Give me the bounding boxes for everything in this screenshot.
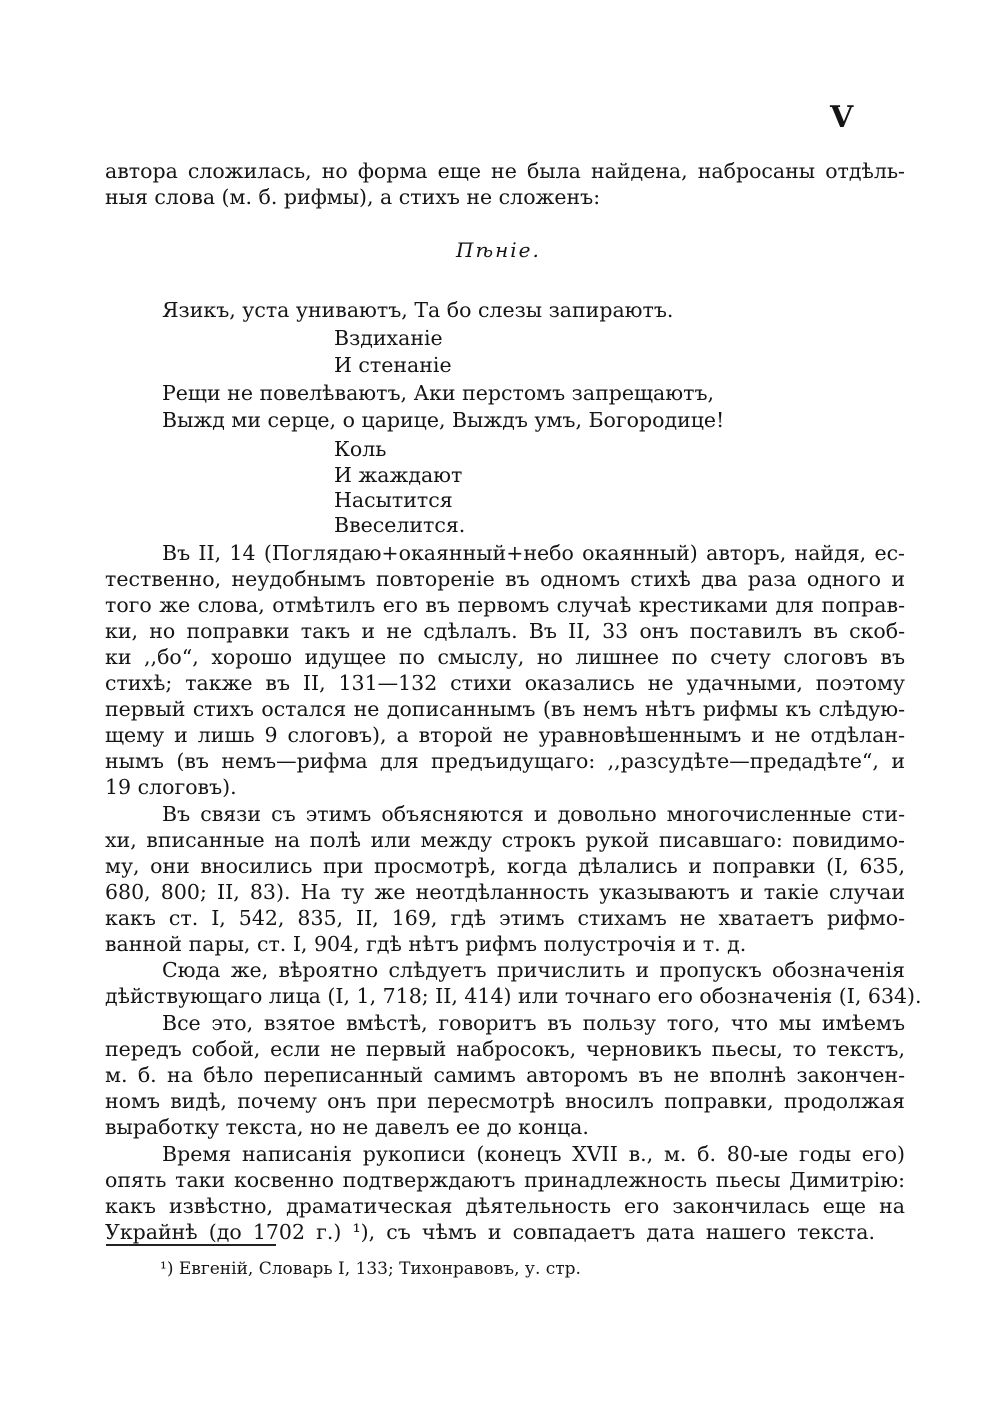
paragraph-5-line: какъ извѣстно, драматическая дѣятельность его закончилась еще на [105,1194,905,1218]
paragraph-5-line: Время написанія рукописи (конецъ XVII в., м. б. 80-ые годы его) [162,1142,905,1166]
paragraph-1-line: ки ,,бо“, хорошо идущее по смыслу, но лишнее по счету слоговъ въ [105,645,905,669]
paragraph-4-line: выработку текста, но не давелъ ее до конца. [105,1115,589,1139]
poem-line: Насытится [334,488,453,512]
paragraph-1-line: ки, но поправки такъ и не сдѣлалъ. Въ II, 33 онъ поставилъ въ скоб- [105,619,905,643]
paragraph-2-line: ванной пары, ст. I, 904, гдѣ нѣтъ рифмъ полустрочія и т. д. [105,932,747,956]
poem-line: Коль [334,437,387,461]
paragraph-4-line: м. б. на бѣло переписанный самимъ авторомъ въ не вполнѣ закончен- [105,1063,905,1087]
poem-line: Выжд ми серце, о царице, Выждъ умъ, Богородице! [162,408,725,432]
paragraph-5-line: опять таки косвенно подтверждаютъ принадлежность пьесы Димитрію: [105,1168,905,1192]
paragraph-3-line: дѣйствующаго лица (I, 1, 718; II, 414) или точнаго его обозначенія (I, 634). [105,984,922,1008]
paragraph-2-line: му, они вносились при просмотрѣ, когда дѣлались и поправки (I, 635, [105,854,905,878]
paragraph-1-line: тественно, неудобнымъ повтореніе въ одномъ стихѣ два раза одного и [105,567,905,591]
paragraph-4-line: Все это, взятое вмѣстѣ, говоритъ въ пользу того, что мы имѣемъ [162,1011,905,1035]
paragraph-1-line: щему и лишь 9 слоговъ), а второй не уравновѣшеннымъ и не отдѣлан- [105,723,905,747]
intro-line-1: автора сложилась, но форма еще не была найдена, набросаны отдѣль- [105,159,905,183]
intro-line-2: ныя слова (м. б. рифмы), а стихъ не сложенъ: [105,185,601,209]
poem-line: Вздиханіе [334,326,443,350]
footnote: ¹) Евгеній, Словарь I, 133; Тихонравовъ, у. стр. [160,1259,581,1279]
paragraph-1-line: первый стихъ остался не дописаннымъ (въ немъ нѣтъ рифмы къ слѣдую- [105,697,905,721]
poem-line: Ввеселится. [334,513,466,537]
page-number: V [830,100,854,135]
paragraph-4-line: передъ собой, если не первый набросокъ, черновикъ пьесы, то текстъ, [105,1037,905,1061]
paragraph-1-line: 19 слоговъ). [105,775,237,799]
poem-line: И жаждают [334,463,463,487]
paragraph-2-line: Въ связи съ этимъ объясняются и довольно многочисленные сти- [162,802,905,826]
paragraph-4-line: номъ видѣ, почему онъ при пересмотрѣ вносилъ поправки, продолжая [105,1089,905,1113]
paragraph-1-line: нымъ (въ немъ—рифма для предъидущаго: ,,разсудѣте—предадѣте“, и [105,749,905,773]
paragraph-1-line: Въ II, 14 (Поглядаю+окаянный+небо окаянный) авторъ, найдя, ес- [162,541,905,565]
paragraph-1-line: стихѣ; также въ II, 131—132 стихи оказались не удачными, поэтому [105,671,905,695]
paragraph-3-line: Сюда же, вѣроятно слѣдуетъ причислить и пропускъ обозначенія [162,958,905,982]
poem-line: Язикъ, уста униваютъ, Та бо слезы запираютъ. [162,298,674,322]
footnote-divider [106,1244,276,1246]
paragraph-1-line: того же слова, отмѣтилъ его въ первомъ случаѣ крестиками для поправ- [105,593,905,617]
poem-line: Рещи не повелѣваютъ, Аки перстомъ запрещаютъ, [162,381,715,405]
paragraph-2-line: хи, вписанные на полѣ или между строкъ рукой писавшаго: повидимо- [105,828,905,852]
paragraph-2-line: 680, 800; II, 83). На ту же неотдѣланность указываютъ и такіе случаи [105,880,905,904]
poem-title: Пѣніе. [456,238,541,262]
paragraph-2-line: какъ ст. I, 542, 835, II, 169, гдѣ этимъ стихамъ не хватаетъ рифмо- [105,906,905,930]
poem-line: И стенаніе [334,353,452,377]
paragraph-5-line: Украйнѣ (до 1702 г.) ¹), съ чѣмъ и совпадаетъ дата нашего текста. [105,1220,875,1244]
